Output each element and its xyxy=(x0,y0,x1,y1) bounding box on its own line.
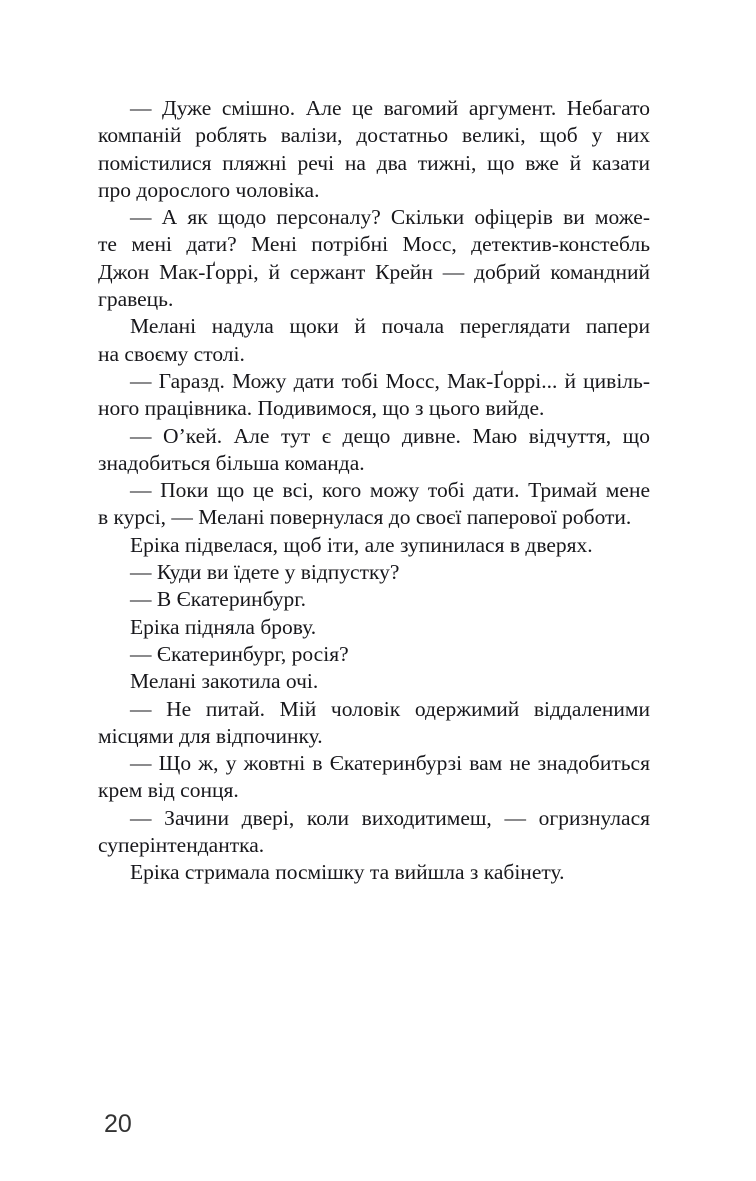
paragraph xyxy=(98,95,650,204)
text-line: Джон Мак-Ґоррі, й сержант Крейн — добрий командний xyxy=(98,259,650,284)
paragraph xyxy=(98,668,650,695)
paragraph xyxy=(98,313,650,368)
text-line: — А як щодо персоналу? Скільки офіцерів ви може- xyxy=(130,205,650,230)
text-line: помістилися пляжні речі на два тижні, що вже й казати xyxy=(98,150,650,175)
text-line: гравець. xyxy=(98,287,174,312)
text-line: те мені дати? Мені потрібні Мосс, детектив-констебль xyxy=(98,232,650,257)
text-line: Еріка стримала посмішку та вийшла з кабінету. xyxy=(130,860,565,885)
text-line: — Що ж, у жовтні в Єкатеринбурзі вам не знадобиться xyxy=(130,751,650,776)
text-line: компаній роблять валізи, достатньо великі, щоб у них xyxy=(98,123,650,148)
text-line: в курсі, — Мелані повернулася до своєї паперової роботи. xyxy=(98,505,632,530)
paragraph xyxy=(98,532,650,559)
text-line: — Єкатеринбург, росія? xyxy=(130,641,349,666)
paragraph xyxy=(98,559,650,586)
paragraph xyxy=(98,859,650,886)
text-line: ного працівника. Подивимося, що з цього вийде. xyxy=(98,396,545,421)
text-line: — Дуже смішно. Але це вагомий аргумент. Небагато xyxy=(130,96,650,120)
paragraph xyxy=(98,614,650,641)
paragraph xyxy=(98,641,650,668)
text-line: крем від сонця. xyxy=(98,778,239,803)
text-block xyxy=(98,95,650,887)
paragraph xyxy=(98,696,650,751)
paragraph xyxy=(98,805,650,860)
paragraph xyxy=(98,204,650,313)
text-line: Еріка підвелася, щоб іти, але зупинилася в дверях. xyxy=(130,532,593,557)
paragraph xyxy=(98,586,650,613)
text-line: — Гаразд. Можу дати тобі Мосс, Мак-Ґоррі... й цивіль- xyxy=(130,368,650,393)
paragraph xyxy=(98,477,650,532)
text-line: про дорослого чоловіка. xyxy=(98,177,320,202)
text-line: — О’кей. Але тут є дещо дивне. Маю відчуття, що xyxy=(130,423,650,448)
paragraph xyxy=(98,750,650,805)
text-line: знадобиться більша команда. xyxy=(98,450,365,475)
paragraph xyxy=(98,368,650,423)
text-line: — Поки що це всі, кого можу тобі дати. Тримай мене xyxy=(130,478,650,503)
text-line: — Зачини двері, коли виходитимеш, — огризнулася xyxy=(130,805,650,830)
text-line: місцями для відпочинку. xyxy=(98,723,323,748)
text-line: Мелані закотила очі. xyxy=(130,669,319,694)
text-line: Мелані надула щоки й почала переглядати папери xyxy=(130,314,650,339)
text-line: — Куди ви їдете у відпустку? xyxy=(130,560,400,585)
text-line: на своєму столі. xyxy=(98,341,245,366)
text-line: Еріка підняла брову. xyxy=(130,614,317,639)
text-line: суперінтендантка. xyxy=(98,833,265,858)
page-number: 20 xyxy=(104,1110,132,1138)
paragraph xyxy=(98,423,650,478)
text-line: — Не питай. Мій чоловік одержимий віддаленими xyxy=(130,696,650,721)
text-line: — В Єкатеринбург. xyxy=(130,587,306,612)
